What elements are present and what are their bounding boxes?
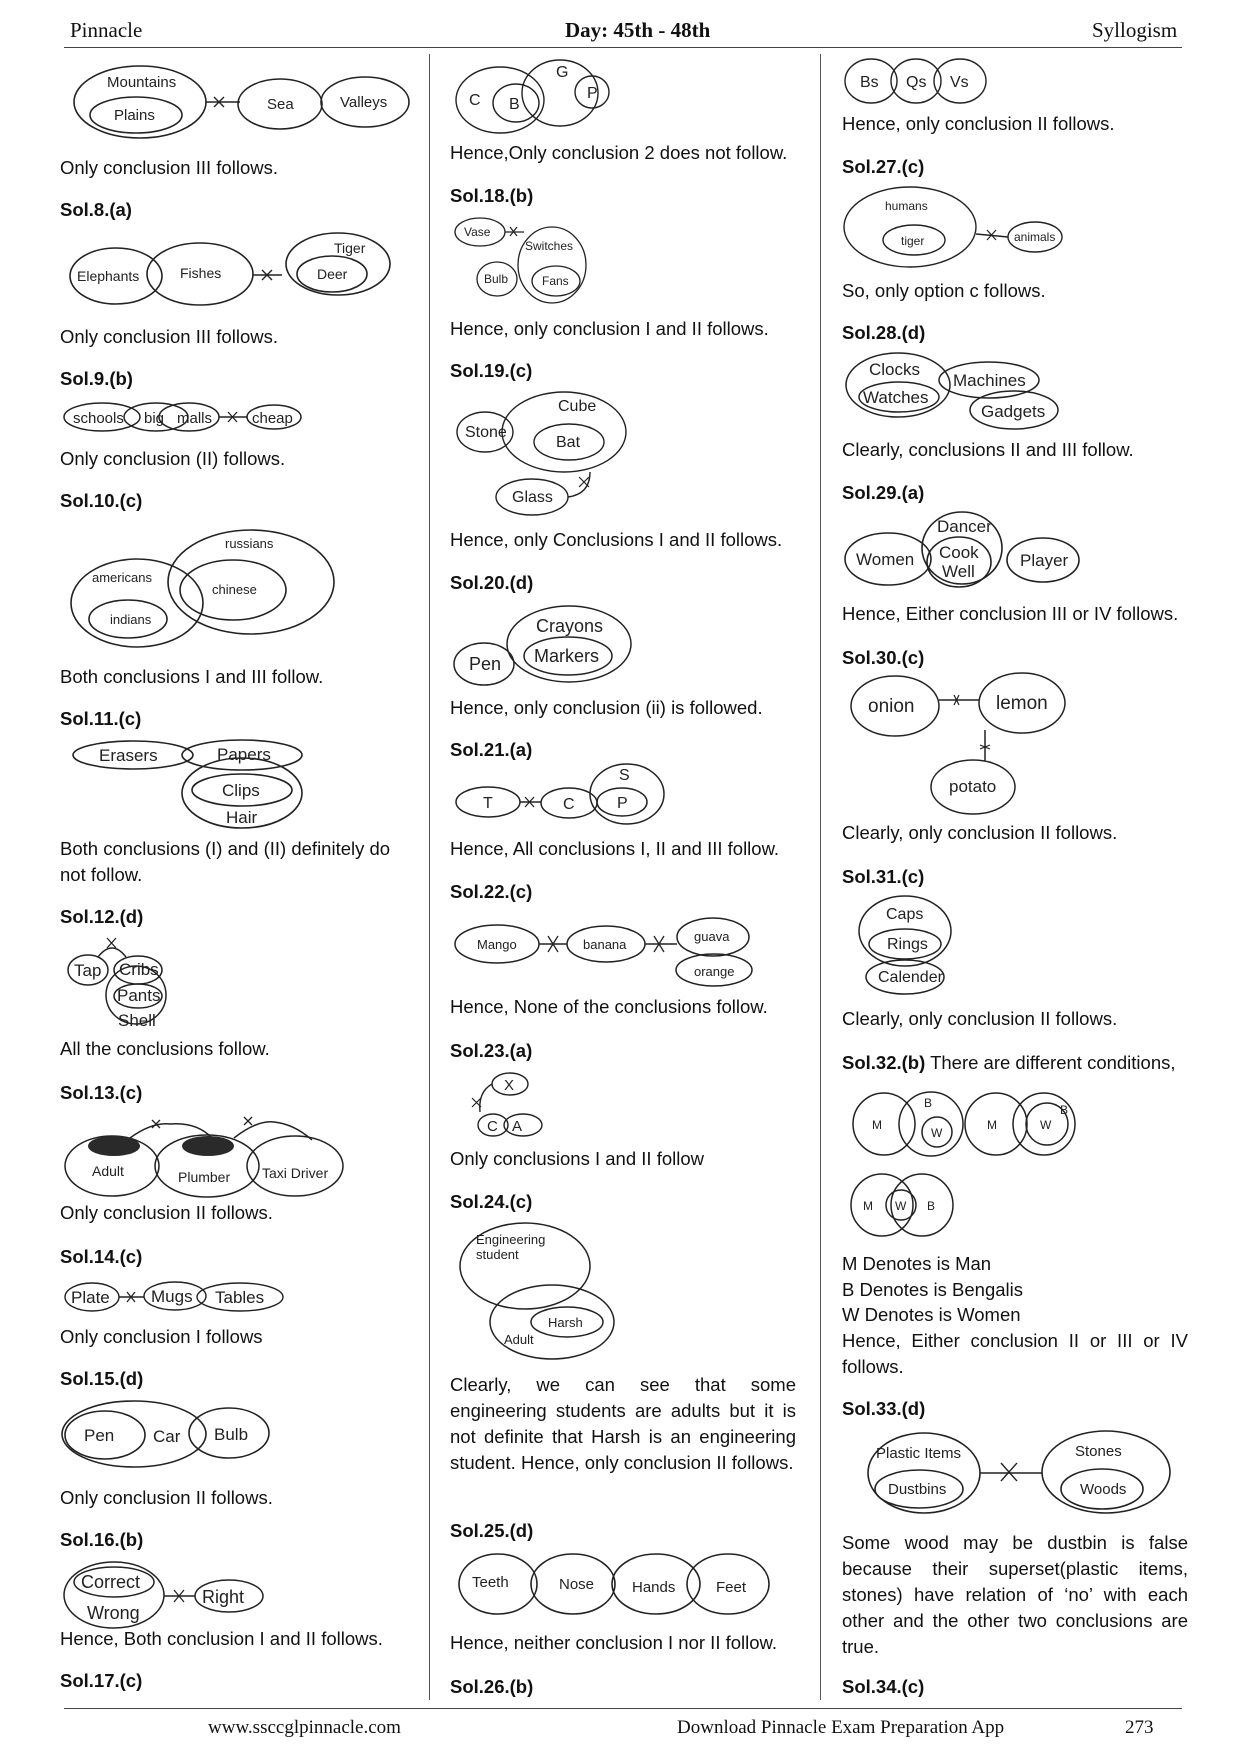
heading-sol21: Sol.21.(a) <box>450 739 533 760</box>
label-clips: Clips <box>222 781 260 800</box>
label-women: Women <box>856 550 915 569</box>
page-number: 273 <box>1125 1717 1154 1738</box>
label-clocks: Clocks <box>869 360 921 379</box>
label-feet: Feet <box>716 1579 747 1596</box>
diagram-sol23 <box>468 1070 558 1140</box>
result-sol23: Only conclusions I and II follow <box>450 1148 704 1169</box>
label-plastic-items: Plastic Items <box>876 1445 962 1462</box>
label-m-2: M <box>987 1118 997 1132</box>
result-sol19: Hence, only Conclusions I and II follows. <box>450 529 783 550</box>
label-taxi-driver: Taxi Driver <box>262 1165 329 1181</box>
result-sol16: Hence, Both conclusion I and II follows. <box>60 1628 383 1649</box>
label-adult: Adult <box>92 1163 124 1179</box>
diagram-sol14 <box>62 1280 292 1314</box>
label-orange: orange <box>694 964 735 979</box>
result-sol15: Only conclusion II follows. <box>60 1487 273 1508</box>
label-player: Player <box>1020 551 1069 570</box>
label-bat: Bat <box>556 434 581 451</box>
label-dustbins: Dustbins <box>888 1481 947 1498</box>
label-calender: Calender <box>878 969 943 986</box>
label-well: Well <box>942 562 975 581</box>
label-x: X <box>504 1077 515 1094</box>
label-cook: Cook <box>939 543 979 562</box>
diagram-sol28 <box>842 350 1072 435</box>
label-crayons: Crayons <box>536 616 604 636</box>
label-c: C <box>487 1118 498 1135</box>
header-topic: Syllogism <box>1092 18 1178 42</box>
label-plate: Plate <box>71 1288 110 1307</box>
diagram-sol31 <box>848 894 968 994</box>
label-indians: indians <box>110 612 152 627</box>
heading-sol22: Sol.22.(c) <box>450 881 533 902</box>
label-shell: Shell <box>118 1011 156 1030</box>
label-cribs: Cribs <box>119 960 159 979</box>
column-divider-right <box>820 54 821 1700</box>
header-brand: Pinnacle <box>70 18 143 42</box>
heading-sol30: Sol.30.(c) <box>842 647 925 668</box>
heading-sol31: Sol.31.(c) <box>842 866 925 887</box>
heading-sol29: Sol.29.(a) <box>842 482 925 503</box>
diagram-sol25 <box>456 1550 786 1620</box>
label-vase: Vase <box>464 225 491 239</box>
heading-sol27: Sol.27.(c) <box>842 156 925 177</box>
label-caps: Caps <box>886 906 924 923</box>
diagram-sol7 <box>70 64 410 144</box>
label-bulb: Bulb <box>484 272 509 286</box>
label-woods: Woods <box>1080 1481 1127 1498</box>
result-sol11-line2: not follow. <box>60 864 143 885</box>
label-m-1: M <box>872 1118 882 1132</box>
heading-sol10: Sol.10.(c) <box>60 490 143 511</box>
label-qs: Qs <box>906 74 927 91</box>
label-g: G <box>556 64 569 81</box>
result-sol27: So, only option c follows. <box>842 280 1046 301</box>
diagram-sol24 <box>456 1222 626 1362</box>
heading-sol25: Sol.25.(d) <box>450 1520 534 1541</box>
result-sol33: Some wood may be dustbin is false because their superset(plastic items, stones) have relation of ‘no’ with each other and the other two conclusions are true. <box>842 1532 1188 1657</box>
diagram-sol32 <box>850 1090 1080 1240</box>
label-pants: Pants <box>117 986 161 1005</box>
diagram-sol16 <box>62 1555 272 1630</box>
diagram-sol20 <box>452 602 642 692</box>
heading-sol16: Sol.16.(b) <box>60 1529 144 1550</box>
label-animals: animals <box>1014 230 1056 244</box>
diagram-sol10 <box>68 528 348 658</box>
diagram-sol19 <box>452 390 637 520</box>
label-hands: Hands <box>632 1579 676 1596</box>
diagram-sol21 <box>452 762 677 828</box>
diagram-sol18 <box>452 215 592 307</box>
label-s: S <box>619 767 630 784</box>
result-sol11-line1: Both conclusions (I) and (II) definitely do <box>60 838 391 859</box>
label-switches: Switches <box>525 239 574 253</box>
diagram-sol15 <box>62 1396 282 1471</box>
label-big: big <box>144 410 165 427</box>
header-rule <box>64 47 1182 48</box>
heading-sol8: Sol.8.(a) <box>60 199 132 220</box>
diagram-sol26 <box>842 56 992 108</box>
heading-sol12: Sol.12.(d) <box>60 906 144 927</box>
heading-sol32-label: Sol.32.(b) <box>842 1052 926 1073</box>
label-cheap: cheap <box>252 410 293 427</box>
diagram-sol29 <box>842 510 1082 590</box>
label-b-1: B <box>924 1096 933 1110</box>
label-stones: Stones <box>1075 1443 1122 1460</box>
label-engineering: Engineering <box>476 1232 546 1247</box>
heading-sol23: Sol.23.(a) <box>450 1040 533 1061</box>
result-sol17: Hence,Only conclusion 2 does not follow. <box>450 142 788 163</box>
footer-rule <box>64 1708 1182 1709</box>
legend-w: W Denotes is Women <box>842 1304 1021 1325</box>
label-rings: Rings <box>887 936 928 953</box>
label-deer: Deer <box>317 266 348 282</box>
diagram-sol17 <box>452 58 622 138</box>
heading-sol32-text: There are different conditions, <box>925 1052 1176 1073</box>
label-valleys: Valleys <box>340 94 388 111</box>
legend-b: B Denotes is Bengalis <box>842 1279 1023 1300</box>
label-w-3: W <box>895 1199 907 1213</box>
label-potato: potato <box>949 777 997 796</box>
heading-sol34: Sol.34.(c) <box>842 1676 925 1697</box>
heading-sol19: Sol.19.(c) <box>450 360 533 381</box>
label-b-2: B <box>1060 1103 1069 1117</box>
result-sol22: Hence, None of the conclusions follow. <box>450 996 768 1017</box>
label-banana: banana <box>583 937 627 952</box>
result-sol13: Only conclusion II follows. <box>60 1202 273 1223</box>
heading-sol14: Sol.14.(c) <box>60 1246 143 1267</box>
result-sol32: Hence, Either conclusion II or III or IV follows. <box>842 1330 1188 1377</box>
label-lemon: lemon <box>996 693 1048 714</box>
label-p: P <box>617 795 628 812</box>
label-student: student <box>476 1247 519 1262</box>
label-humans: humans <box>885 199 928 213</box>
result-sol28: Clearly, conclusions II and III follow. <box>842 439 1134 460</box>
result-sol18: Hence, only conclusion I and II follows. <box>450 318 769 339</box>
heading-sol20: Sol.20.(d) <box>450 572 534 593</box>
footer-website[interactable]: www.ssccglpinnacle.com <box>208 1717 401 1738</box>
heading-sol26: Sol.26.(b) <box>450 1676 534 1697</box>
diagram-sol27 <box>842 184 1072 274</box>
heading-sol15: Sol.15.(d) <box>60 1368 144 1389</box>
label-m-3: M <box>863 1199 873 1213</box>
label-papers: Papers <box>217 745 271 764</box>
label-chinese: chinese <box>212 582 257 597</box>
label-t: T <box>483 795 493 812</box>
label-tiger: tiger <box>901 234 925 248</box>
diagram-sol8 <box>70 232 410 307</box>
label-plumber: Plumber <box>178 1169 231 1185</box>
label-elephants: Elephants <box>77 268 140 284</box>
label-hair: Hair <box>226 808 258 827</box>
result-sol10: Both conclusions I and III follow. <box>60 666 324 687</box>
diagram-sol30 <box>848 675 1068 815</box>
column-divider-left <box>429 54 430 1700</box>
diagram-sol22 <box>452 910 762 988</box>
label-w-1: W <box>931 1126 943 1140</box>
label-b: B <box>509 96 520 113</box>
heading-sol28: Sol.28.(d) <box>842 322 926 343</box>
diagram-sol33 <box>866 1430 1186 1520</box>
result-sol8: Only conclusion III follows. <box>60 326 278 347</box>
label-teeth: Teeth <box>472 1574 509 1591</box>
diagram-sol13 <box>62 1114 352 1199</box>
label-markers: Markers <box>534 646 600 666</box>
label-wrong: Wrong <box>87 1603 140 1623</box>
heading-sol17: Sol.17.(c) <box>60 1670 143 1691</box>
heading-sol32 <box>842 1050 1176 1076</box>
result-sol14: Only conclusion I follows <box>60 1326 263 1347</box>
label-malls: malls <box>177 410 213 427</box>
label-w-2: W <box>1040 1118 1052 1132</box>
label-car: Car <box>153 1427 181 1446</box>
label-p: P <box>587 85 598 102</box>
label-americans: americans <box>92 570 152 585</box>
label-fans: Fans <box>542 274 569 288</box>
heading-sol11: Sol.11.(c) <box>60 708 142 729</box>
result-sol21: Hence, All conclusions I, II and III follow. <box>450 838 780 859</box>
diagram-sol11 <box>70 738 320 830</box>
label-vs: Vs <box>950 74 969 91</box>
label-cube: Cube <box>558 398 597 415</box>
diagram-sol12 <box>62 934 192 1034</box>
label-nose: Nose <box>559 1576 595 1593</box>
label-harsh: Harsh <box>548 1315 583 1330</box>
label-erasers: Erasers <box>99 746 158 765</box>
label-tap: Tap <box>74 961 102 980</box>
label-sea: Sea <box>267 96 294 113</box>
label-tables: Tables <box>215 1288 265 1307</box>
label-correct: Correct <box>81 1572 141 1592</box>
label-gadgets: Gadgets <box>981 402 1046 421</box>
result-sol25: Hence, neither conclusion I nor II follow. <box>450 1632 778 1653</box>
result-sol29: Hence, Either conclusion III or IV follows. <box>842 603 1179 624</box>
label-c: C <box>469 92 481 109</box>
label-bs: Bs <box>860 74 879 91</box>
label-tiger: Tiger <box>334 240 366 256</box>
label-fishes: Fishes <box>180 265 222 281</box>
label-adult: Adult <box>504 1332 534 1347</box>
label-watches: Watches <box>863 388 929 407</box>
label-mango: Mango <box>477 937 517 952</box>
legend-m: M Denotes is Man <box>842 1253 992 1274</box>
label-plains: Plains <box>114 107 155 124</box>
label-a: A <box>512 1118 523 1135</box>
footer-app-promo[interactable]: Download Pinnacle Exam Preparation App <box>677 1717 1005 1738</box>
label-bulb: Bulb <box>214 1425 249 1444</box>
result-sol26: Hence, only conclusion II follows. <box>842 113 1115 134</box>
label-machines: Machines <box>953 371 1026 390</box>
header-day: Day: 45th - 48th <box>565 18 711 42</box>
heading-sol24: Sol.24.(c) <box>450 1191 533 1212</box>
heading-sol18: Sol.18.(b) <box>450 185 534 206</box>
label-stone: Stone <box>465 424 507 441</box>
label-mugs: Mugs <box>151 1287 193 1306</box>
heading-sol9: Sol.9.(b) <box>60 368 133 389</box>
heading-sol13: Sol.13.(c) <box>60 1082 143 1103</box>
label-pen: Pen <box>84 1426 115 1445</box>
label-c: C <box>563 796 575 813</box>
label-schools: schools <box>73 410 124 427</box>
result-sol30: Clearly, only conclusion II follows. <box>842 822 1118 843</box>
result-sol20: Hence, only conclusion (ii) is followed. <box>450 697 763 718</box>
result-sol7: Only conclusion III follows. <box>60 157 278 178</box>
label-onion: onion <box>868 696 915 717</box>
label-mountains: Mountains <box>107 74 177 91</box>
result-sol24: Clearly, we can see that some engineering students are adults but it is not definite that Harsh is an engineering student. Hence, only conclusion II follows. <box>450 1374 796 1473</box>
label-dancer: Dancer <box>937 517 992 536</box>
heading-sol33: Sol.33.(d) <box>842 1398 926 1419</box>
result-sol31: Clearly, only conclusion II follows. <box>842 1008 1118 1029</box>
result-sol12: All the conclusions follow. <box>60 1038 270 1059</box>
label-guava: guava <box>694 929 730 944</box>
label-pen: Pen <box>469 654 502 674</box>
label-glass: Glass <box>512 489 553 506</box>
diagram-sol9 <box>62 400 312 435</box>
result-sol9: Only conclusion (II) follows. <box>60 448 286 469</box>
label-right: Right <box>202 1587 245 1607</box>
label-b-3: B <box>927 1199 936 1213</box>
label-russians: russians <box>225 536 274 551</box>
